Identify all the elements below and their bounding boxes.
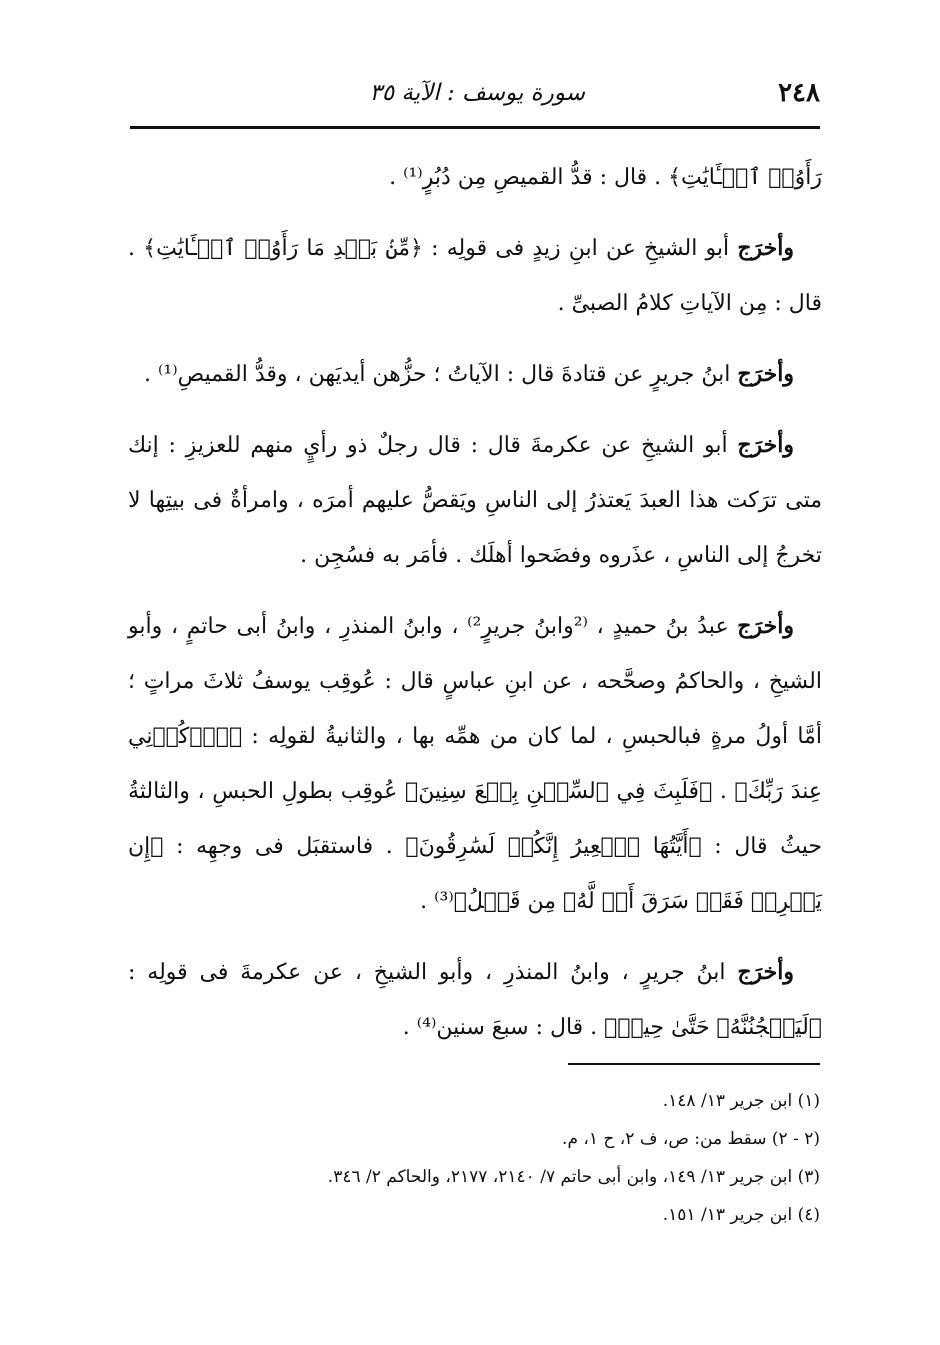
paragraph-text: أبو الشيخِ عن ابنِ زيدٍ فى قولِه : ﴿مِّنۢ بَعۡدِ مَا رَأَوُا۟ ٱلۡـَٔايَٰتِ﴾ . قال : مِن الآياتِ كلامُ الصبىِّ .	[128, 236, 822, 316]
page-header	[130, 78, 820, 118]
paragraph	[128, 347, 822, 402]
paragraph	[128, 945, 822, 1055]
running-title: سورة يوسف : الآية ٣٥	[369, 80, 585, 106]
footnote-rule	[568, 1063, 820, 1065]
paragraph-lead: وأخرَج	[737, 361, 794, 387]
paragraph-text: عبدُ بنُ حميدٍ ، ⁽²وابنُ جريرٍ²⁾ ، وابنُ المنذرِ ، وابنُ أبى حاتمٍ ، وأبو الشيخِ ، والحاكمُ وصحَّحه ، عن ابنِ عباسٍ قال : عُوقِب يوسفُ ثلاثَ مراتٍ ؛ أمَّا أولُ مرةٍ فبالحبسِ ، لما كان من همِّه بها ، والثانيةُ لقولِه : ﴿ٱذۡكُرۡنِي عِندَ رَبِّكَ﴾ . ﴿فَلَبِثَ فِي ٱلسِّجۡنِ بِضۡعَ سِنِينَ﴾ عُوقِب بطولِ الحبسِ ، والثالثةُ حيثُ قال : ﴿أَيَّتُهَا ٱلۡعِيرُ إِنَّكُمۡ لَسَٰرِقُونَ﴾ . فاستقبَل فى وجهِه : ﴿إِن يَسۡرِقۡ فَقَدۡ سَرَقَ أَخٞ لَّهُۥ مِن قَبۡلُ﴾⁽³⁾ .	[128, 614, 822, 914]
paragraph-text: رَأَوُا۟ ٱلۡـَٔايَٰتِ﴾ . قال : قدُّ القميصِ مِن دُبُرٍ⁽¹⁾ .	[389, 165, 822, 190]
main-text	[128, 150, 822, 1071]
page-number: ٢٤٨	[778, 78, 820, 108]
footnotes	[200, 1082, 820, 1234]
paragraph-text: ابنُ جريرٍ عن قتادةَ قال : الآياتُ ؛ حزُّهن أيديَهن ، وقدُّ القميصِ⁽¹⁾ .	[144, 362, 738, 387]
footnote: (١) ابن جرير ١٣/ ١٤٨.	[662, 1091, 820, 1111]
footnote: (٤) ابن جرير ١٣/ ١٥١.	[662, 1205, 820, 1225]
paragraph	[128, 599, 822, 929]
paragraph-text: أبو الشيخِ عن عكرمةَ قال : قال رجلٌ ذو رأيٍ منهم للعزيزِ : إنك متى ترَكت هذا العبدَ يَعتذرُ إلى الناسِ ويَقصُّ عليهم أمرَه ، وامرأةٌ فى بيتِها لا تخرجُ إلى الناسِ ، عذَروه وفضَحوا أهلَك . فأمَر به فسُجِن .	[128, 433, 822, 568]
footnote: (٣) ابن جرير ١٣/ ١٤٩، وابن أبى حاتم ٧/ ٢١٤٠، ٢١٧٧، والحاكم ٢/ ٣٤٦.	[327, 1167, 820, 1187]
header-rule	[130, 126, 820, 129]
paragraph	[128, 418, 822, 583]
paragraph	[128, 221, 822, 331]
paragraph-lead: وأخرَج	[737, 613, 794, 639]
paragraph	[128, 150, 822, 205]
paragraph-lead: وأخرَج	[737, 432, 794, 458]
paragraph-text: ابنُ جريرٍ ، وابنُ المنذرِ ، وأبو الشيخِ ، عن عكرمةَ فى قولِه : ﴿لَيَسۡجُنُنَّهُۥ حَتَّىٰ حِينٖ﴾ . قال : سبعَ سنين⁽⁴⁾ .	[128, 960, 822, 1040]
paragraph-lead: وأخرَج	[737, 959, 794, 985]
footnote: (٢ - ٢) سقط من: ص، ف ٢، ح ١، م.	[562, 1129, 820, 1149]
paragraph-lead: وأخرَج	[737, 235, 794, 261]
